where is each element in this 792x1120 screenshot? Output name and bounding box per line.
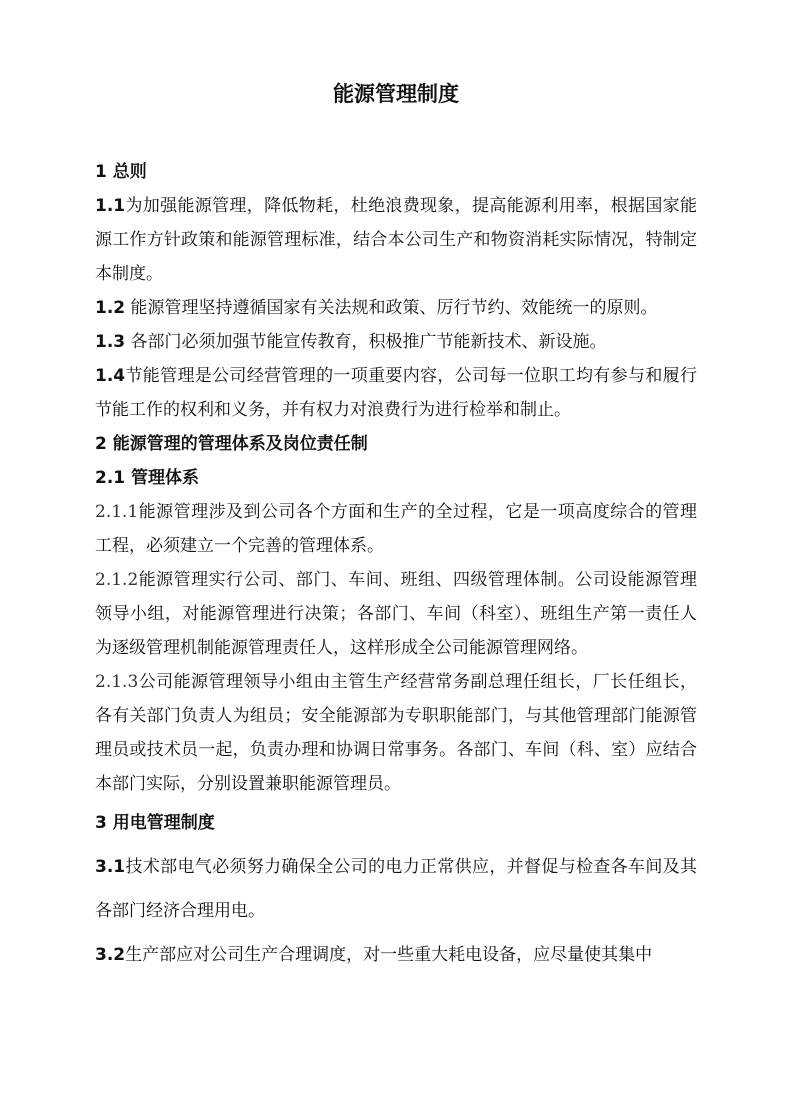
- clause-number: 2.1.1: [95, 502, 139, 522]
- paragraph-text: 技术部电气必须努力确保全公司的电力正常供应，并督促与检查各车间及其各部门经济合理用电。: [95, 857, 697, 921]
- paragraph-text: 各部门必须加强节能宣传教育，积极推广节能新技术、新设施。: [125, 332, 607, 352]
- section-2-1-heading: 2.1 管理体系: [95, 468, 200, 488]
- paragraph-1-4: [95, 359, 697, 427]
- paragraph-2-1-2: [95, 563, 697, 665]
- paragraph-text: 节能管理是公司经营管理的一项重要内容，公司每一位职工均有参与和履行节能工作的权利和义务，并有权力对浪费行为进行检举和制止。: [95, 366, 697, 420]
- clause-number: 3.2: [95, 945, 126, 965]
- paragraph-text: 生产部应对公司生产合理调度，对一些重大耗电设备，应尽量使其集中: [125, 945, 653, 965]
- clause-number: 1.1: [95, 196, 126, 216]
- section-3-heading: 3 用电管理制度: [95, 813, 215, 833]
- paragraph-text: 能源管理涉及到公司各个方面和生产的全过程，它是一项高度综合的管理工程，必须建立一个完善的管理体系。: [95, 502, 697, 556]
- clause-number: 1.2: [95, 298, 126, 318]
- paragraph-1-3: [95, 325, 697, 359]
- clause-number: 2.1.3: [95, 672, 139, 692]
- section-2-heading: 2 能源管理的管理体系及岗位责任制: [95, 434, 368, 454]
- document-title: 能源管理制度: [333, 82, 459, 106]
- clause-number: 1.4: [95, 366, 126, 386]
- clause-number: 3.1: [95, 857, 126, 877]
- paragraph-text: 公司能源管理领导小组由主管生产经营常务副总理任组长，厂长任组长，各有关部门负责人为组员；安全能源部为专职职能部门，与其他管理部门能源管理员或技术员一起，负责办理和协调日常事务。各部门、车间（科、室）应结合本部门实际，分别设置兼职能源管理员。: [95, 672, 697, 794]
- paragraph-text: 为加强能源管理，降低物耗，杜绝浪费现象，提高能源利用率，根据国家能源工作方针政策和能源管理标准，结合本公司生产和物资消耗实际情况，特制定本制度。: [95, 196, 697, 284]
- paragraph-text: 能源管理坚持遵循国家有关法规和政策、厉行节约、效能统一的原则。: [125, 298, 658, 318]
- clause-number: 2.1.2: [95, 570, 139, 590]
- clause-number: 1.3: [95, 332, 126, 352]
- paragraph-1-2: [95, 291, 697, 325]
- paragraph-2-1-1: [95, 495, 697, 563]
- paragraph-2-1-3: [95, 665, 697, 801]
- paragraph-3-2: [95, 933, 697, 977]
- section-1: [95, 155, 697, 977]
- paragraph-text: 能源管理实行公司、部门、车间、班组、四级管理体制。公司设能源管理领导小组，对能源管理进行决策；各部门、车间（科室）、班组生产第一责任人为逐级管理机制能源管理责任人，这样形成全公司能源管理网络。: [95, 570, 697, 658]
- section-1-heading: 1 总则: [95, 162, 147, 182]
- paragraph-3-1: [95, 845, 697, 933]
- paragraph-1-1: [95, 189, 697, 291]
